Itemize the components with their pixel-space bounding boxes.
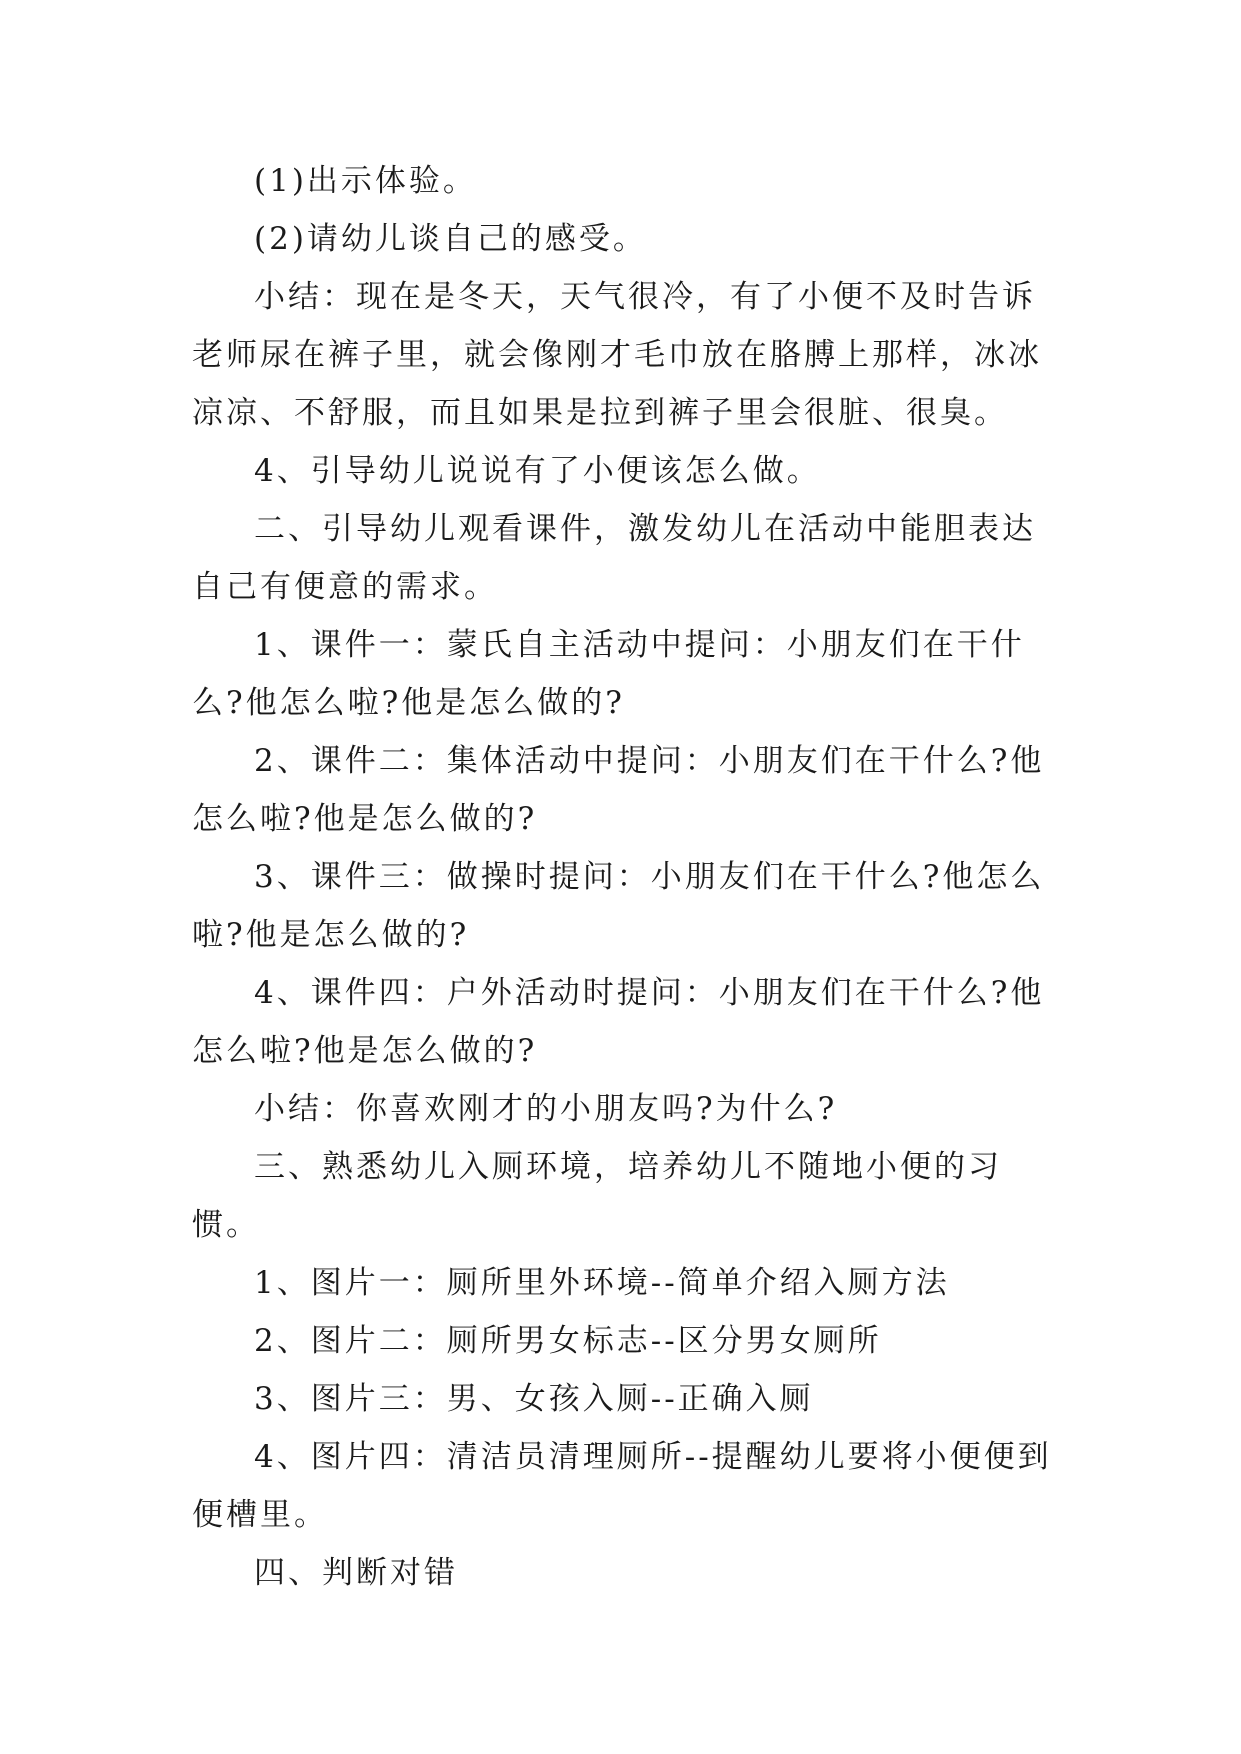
document-body [192, 152, 1062, 1602]
section-heading: 二、引导幼儿观看课件，激发幼儿在活动中能胆表达自己有便意的需求。 [192, 511, 1036, 605]
paragraph: 小结：现在是冬天，天气很冷，有了小便不及时告诉老师尿在裤子里，就会像刚才毛巾放在胳膊上那样，冰冰凉凉、不舒服，而且如果是拉到裤子里会很脏、很臭。 [192, 279, 1042, 431]
paragraph: 3、图片三：男、女孩入厕--正确入厕 [254, 1381, 814, 1417]
paragraph: 小结：你喜欢刚才的小朋友吗?为什么? [254, 1091, 838, 1127]
paragraph: 4、课件四：户外活动时提问：小朋友们在干什么?他怎么啦?他是怎么做的? [192, 975, 1045, 1069]
section-heading: 四、判断对错 [254, 1555, 458, 1591]
paragraph: 4、图片四：清洁员清理厕所--提醒幼儿要将小便便到便槽里。 [192, 1439, 1052, 1533]
paragraph: 2、图片二：厕所男女标志--区分男女厕所 [254, 1323, 882, 1359]
paragraph: 4、引导幼儿说说有了小便该怎么做。 [254, 453, 821, 489]
paragraph: (2)请幼儿谈自己的感受。 [254, 221, 647, 257]
paragraph: 1、课件一：蒙氏自主活动中提问：小朋友们在干什么?他怎么啦?他是怎么做的? [192, 627, 1025, 721]
paragraph: 1、图片一：厕所里外环境--简单介绍入厕方法 [254, 1265, 950, 1301]
paragraph: 3、课件三：做操时提问：小朋友们在干什么?他怎么啦?他是怎么做的? [192, 859, 1045, 953]
paragraph: 2、课件二：集体活动中提问：小朋友们在干什么?他怎么啦?他是怎么做的? [192, 743, 1045, 837]
paragraph: (1)出示体验。 [254, 163, 477, 199]
section-heading: 三、熟悉幼儿入厕环境，培养幼儿不随地小便的习惯。 [192, 1149, 1002, 1243]
